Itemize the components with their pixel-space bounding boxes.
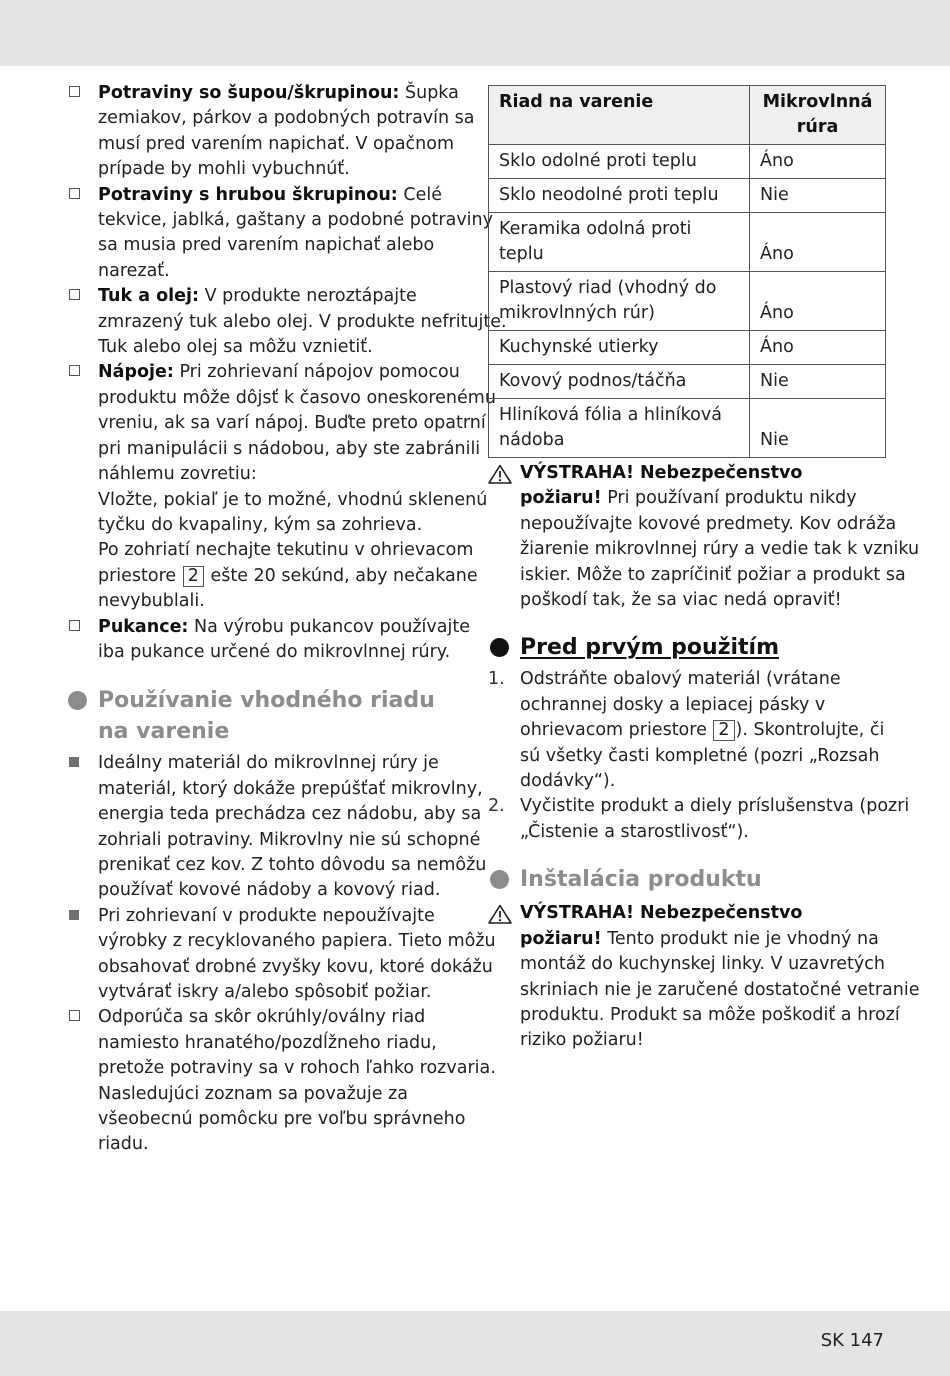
text: náhlemu zovretiu: (98, 464, 257, 485)
text: pretože potraviny sa v rohoch ľahko rozvaria. (98, 1058, 496, 1079)
text: ). Skontrolujte, či (735, 720, 885, 741)
table-cell: Nie (750, 179, 886, 213)
checkbox-bullet-icon (66, 360, 98, 385)
text: energia teda prechádza cez nádobu, aby sa (98, 804, 482, 825)
heading-line: Používanie vhodného riadu (98, 688, 435, 714)
warning-triangle-icon (488, 461, 520, 484)
list-item (66, 360, 496, 614)
text: Pri zohrievaní v produkte nepoužívajte (98, 905, 435, 926)
text: ochrannej dosky a lepiacej pásky v (520, 694, 826, 715)
warning-title: požiaru! (520, 928, 602, 949)
text: Vyčistite produkt a diely príslušenstva (pozri (520, 796, 910, 817)
text: tyčku do kvapaliny, kým sa zohrieva. (98, 514, 423, 535)
text: Vložte, pokiaľ je to možné, vhodnú sklenenú (98, 489, 488, 510)
text: namiesto hranatého/pozdĺžneho riadu, (98, 1032, 437, 1053)
text: Po zohriatí nechajte tekutinu v ohrievacom (98, 540, 474, 561)
text: Šupka (399, 83, 459, 103)
list-item (488, 794, 910, 845)
text: Celé (397, 184, 442, 205)
cookware-table (488, 85, 886, 458)
table-cell: Áno (750, 213, 886, 272)
fire-warning (488, 901, 920, 1053)
text: produktu môže dôjsť k časovo oneskorenému (98, 387, 496, 408)
checkbox-bullet-icon (66, 615, 98, 640)
list-item (66, 904, 496, 1006)
text: skriniach nie je zaručené dostatočné vetranie (520, 979, 920, 1000)
column-header: Riad na varenie (489, 86, 750, 145)
fire-warning (488, 461, 920, 613)
item-term: Pukance: (98, 616, 189, 637)
text: poškodí tak, že sa viac nedá opraviť! (520, 590, 842, 611)
text: všeobecnú pomôcku pre voľbu správneho (98, 1109, 466, 1130)
text: riadu. (98, 1134, 149, 1155)
list-item (488, 667, 888, 794)
text: sa musia pred varením napichať alebo (98, 235, 435, 256)
column-header: Mikrovlnná rúra (750, 86, 886, 145)
table-row (489, 272, 886, 331)
table-cell: Nie (750, 365, 886, 399)
section-heading (488, 864, 888, 895)
part-reference-2: 2 (183, 566, 204, 587)
page-number: SK 147 (820, 1330, 884, 1351)
list-item (66, 81, 475, 183)
warning-title: VÝSTRAHA! Nebezpečenstvo (520, 463, 803, 483)
text: nevybublali. (98, 591, 205, 612)
bullet-dot-icon (490, 870, 509, 889)
checkbox-bullet-icon (66, 81, 98, 106)
table-cell: Sklo odolné proti teplu (489, 145, 750, 179)
section-heading (66, 685, 466, 747)
table-cell: Sklo neodolné proti teplu (489, 179, 750, 213)
table-cell: Kovový podnos/táčňa (489, 365, 750, 399)
heading-line: na varenie (98, 719, 230, 745)
text: nepoužívajte kovové predmety. Kov odráža (520, 513, 897, 534)
checkbox-bullet-icon (66, 1005, 98, 1030)
square-bullet-icon (66, 751, 98, 776)
text: ohrievacom priestore (520, 720, 713, 741)
text: prípade by mohli vybuchnúť. (98, 159, 350, 180)
step-number: 1. (488, 669, 505, 690)
heading-text: Pred prvým použitím (520, 635, 780, 661)
part-reference-2: 2 (713, 720, 734, 741)
item-term: Potraviny s hrubou škrupinou: (98, 184, 398, 205)
table-row (489, 365, 886, 399)
text: zohriali potraviny. Mikrovlny nie sú schopné (98, 829, 481, 850)
step-number: 2. (488, 796, 505, 817)
table-row (489, 399, 886, 458)
table-row (489, 213, 886, 272)
item-term: Tuk a olej: (98, 286, 199, 307)
list-item (66, 183, 493, 285)
text: iba pukance určené do mikrovlnnej rúry. (98, 641, 451, 662)
text: „Čistenie a starostlivosť“). (520, 821, 749, 842)
text: prenikať cez kov. Z tohto dôvodu sa nemôžu (98, 854, 487, 875)
text: Odstráňte obalový materiál (vrátane (520, 669, 841, 690)
text: iskier. Môže to zapríčiniť požiar a produkt sa (520, 564, 906, 585)
table-row (489, 331, 886, 365)
text: vreniu, ak sa varí nápoj. Buďte preto opatrní (98, 413, 486, 434)
item-term: Potraviny so šupou/škrupinou: (98, 83, 400, 103)
text: Pri zohrievaní nápojov pomocou (173, 362, 460, 383)
text: tekvice, jablká, gaštany a podobné potraviny (98, 210, 493, 231)
list-item (66, 615, 470, 666)
text: dodávky“). (520, 771, 616, 792)
item-term: Nápoje: (98, 362, 174, 383)
text: ešte 20 sekúnd, aby nečakane (204, 565, 478, 586)
text: priestore (98, 565, 182, 586)
text: Na výrobu pukancov používajte (188, 616, 470, 637)
list-item (66, 1005, 496, 1157)
right-column (488, 461, 920, 1054)
table-cell: Hliníková fólia a hliníková nádoba (489, 399, 750, 458)
text: vytvárať iskry a/alebo spôsobiť požiar. (98, 982, 432, 1002)
bullet-dot-icon (68, 691, 87, 710)
text: Nasledujúci zoznam sa považuje za (98, 1083, 408, 1104)
text: narezať. (98, 260, 170, 281)
table-cell: Kuchynské utierky (489, 331, 750, 365)
text: pri manipulácii s nádobou, aby ste zabránili (98, 438, 481, 459)
table-row (489, 179, 886, 213)
text: žiarenie mikrovlnnej rúry a vedie tak k vzniku (520, 539, 920, 560)
text: montáž do kuchynskej linky. V uzavretých (520, 954, 885, 975)
list-item (66, 284, 507, 360)
text: Ideálny materiál do mikrovlnnej rúry je (98, 753, 439, 774)
text: riziko požiaru! (520, 1030, 644, 1051)
table-header-row (489, 86, 886, 145)
text: zemiakov, párkov a podobných potravín sa (98, 108, 475, 129)
warning-title: VÝSTRAHA! Nebezpečenstvo (520, 903, 803, 924)
table-cell: Keramika odolná proti teplu (489, 213, 750, 272)
checkbox-bullet-icon (66, 183, 98, 208)
table-cell: Áno (750, 272, 886, 331)
bullet-dot-icon (490, 638, 509, 657)
text: materiál, ktorý dokáže prepúšťať mikrovlny, (98, 778, 483, 799)
table-cell: Plastový riad (vhodný do mikrovlnných rúr) (489, 272, 750, 331)
table-cell: Áno (750, 331, 886, 365)
text: musí pred varením napichať. V opačnom (98, 133, 455, 154)
text: výrobky z recyklovaného papiera. Tieto môžu (98, 931, 496, 952)
table-row (489, 145, 886, 179)
bottom-band (0, 1311, 950, 1376)
list-item (66, 751, 487, 903)
checkbox-bullet-icon (66, 284, 98, 309)
text: Pri používaní produktu nikdy (601, 488, 857, 509)
warning-title: požiaru! (520, 488, 602, 509)
text: sú všetky časti kompletné (pozri „Rozsah (520, 745, 880, 766)
heading-text: Inštalácia produktu (520, 867, 762, 893)
text: produktu. Produkt sa môže poškodiť a hrozí (520, 1004, 900, 1025)
section-heading (488, 632, 888, 663)
text: obsahovať drobné zvyšky kovu, ktoré dokážu (98, 956, 493, 977)
warning-triangle-icon (488, 901, 520, 924)
table-cell: Nie (750, 399, 886, 458)
table-cell: Áno (750, 145, 886, 179)
text: Tento produkt nie je vhodný na (601, 928, 879, 949)
left-column (66, 81, 507, 1158)
text: V produkte neroztápajte (199, 286, 417, 307)
top-band (0, 0, 950, 66)
text: Tuk alebo olej sa môžu vznietiť. (98, 337, 373, 358)
square-bullet-icon (66, 904, 98, 929)
text: zmrazený tuk alebo olej. V produkte nefritujte. (98, 311, 507, 332)
text: používať kovové nádoby a kovový riad. (98, 880, 441, 901)
text: Odporúča sa skôr okrúhly/oválny riad (98, 1007, 426, 1028)
